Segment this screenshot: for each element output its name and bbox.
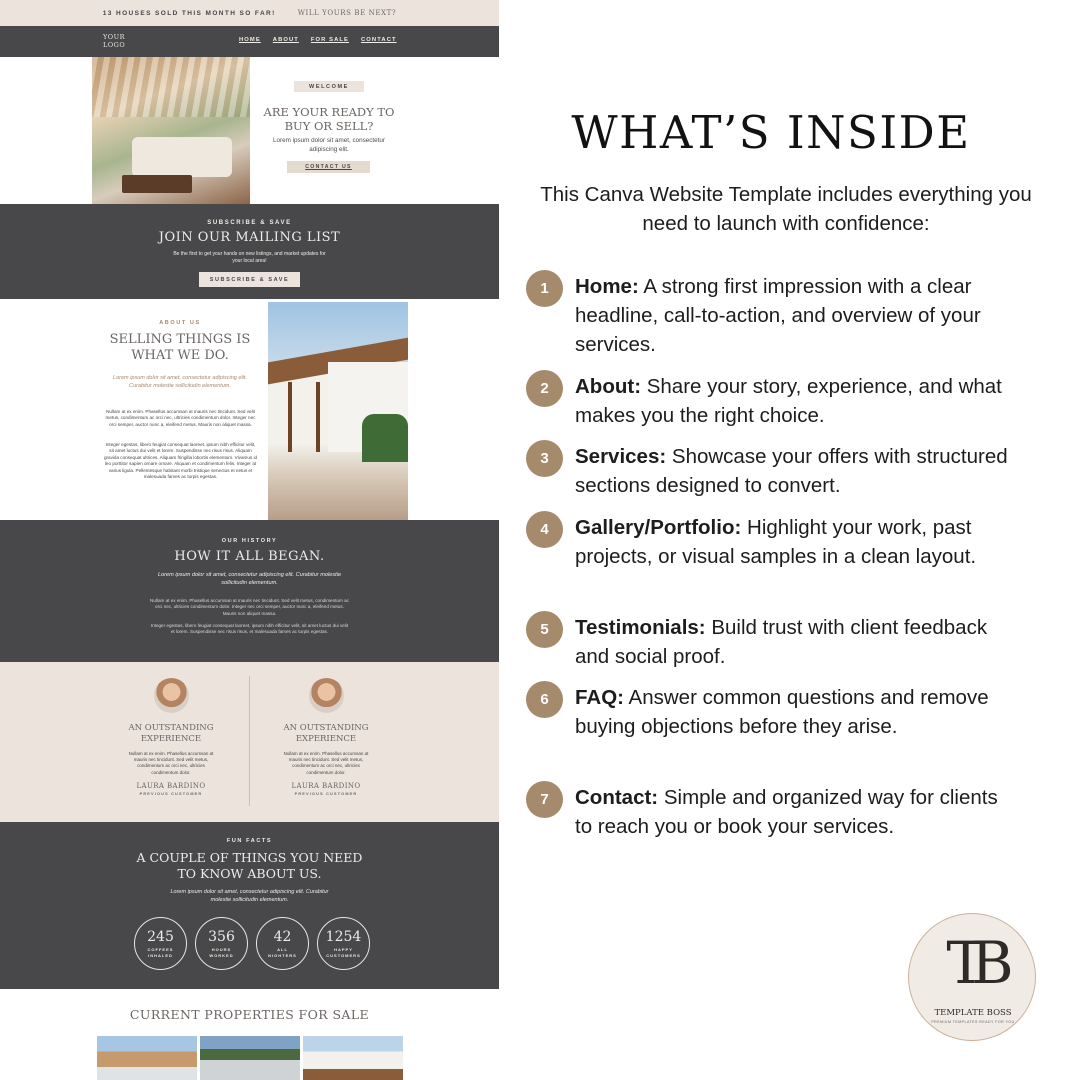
feature-label: Contact: (575, 786, 659, 809)
porch-post (316, 382, 320, 452)
nav-link-for-sale[interactable]: FOR SALE (310, 37, 350, 43)
contact-us-button[interactable]: CONTACT US (287, 161, 370, 173)
feature-number-badge: 3 (526, 440, 563, 477)
feature-label: FAQ: (575, 686, 624, 709)
testimonial-divider (249, 676, 250, 806)
history-section (0, 520, 499, 662)
logo-tagline: PREMIUM TEMPLATES READY FOR YOU (931, 1020, 1015, 1024)
announcement-subtext: WILL YOURS BE NEXT? (297, 9, 397, 17)
testimonial-role: PREVIOUS CUSTOMER (294, 791, 358, 796)
stat-circle (317, 917, 370, 970)
feature-number-badge: 6 (526, 681, 563, 718)
panel-title: WHAT’S INSIDE (571, 106, 971, 159)
about-section (0, 299, 499, 520)
announcement-bar (0, 0, 499, 26)
facts-quote: Lorem ipsum dolor sit amet, consectetur adipiscing elit. Curabitur molestie sollicitudin elementum. (170, 889, 329, 903)
testimonial-text: Nullam at ex enim. Phasellus accumsan at mauris nec tincidunt. Sed velit metus, condimentum ac orci nec, ultricies condimentum dolor. (128, 751, 214, 775)
feature-description: Build trust with client feedback and social proof. (575, 616, 988, 668)
testimonial-card (106, 678, 236, 796)
stat-value: 1254 (325, 929, 362, 945)
feature-text (575, 372, 1020, 430)
history-heading: HOW IT ALL BEGAN. (174, 549, 325, 564)
about-body-2: Integer egestas, libero feugiat consequat laoreet, ipsum nibh efficitur velit, sit amet luctus dui velit et lorem. Suspendisse nec risus risus. Aliquam gravida consequat ultrices. Aliquam fringilla lobortis elementum. Vivamus id leo porttitor sapien ornare ornare. Aliquam et condimentum felis. Integer at varius ligula. Pellentesque habitant morbi tristique senectus et netus et malesuada fames ac turpis egestas. (103, 442, 258, 480)
table-shape (122, 175, 192, 193)
testimonial-text: Nullam at ex enim. Phasellus accumsan at mauris nec tincidunt. Sed velit metus, condimentum ac orci nec, ultricies condimentum dolor. (283, 751, 369, 775)
feature-number-badge: 7 (526, 781, 563, 818)
feature-text (575, 783, 1020, 841)
property-thumbnail[interactable] (97, 1036, 197, 1080)
stat-label: HAPPY CUSTOMERS (326, 947, 361, 958)
feature-label: Testimonials: (575, 616, 706, 639)
about-heading: SELLING THINGS IS WHAT WE DO. (109, 332, 251, 363)
testimonials-section (0, 662, 499, 822)
facts-kicker: FUN FACTS (226, 838, 273, 844)
sofa-shape (132, 137, 232, 177)
property-thumbnails (97, 1036, 403, 1080)
properties-section (0, 989, 499, 1080)
nav-link-contact[interactable]: CONTACT (361, 37, 397, 43)
subscribe-button[interactable]: SUBSCRIBE & SAVE (199, 272, 300, 287)
feature-description: Highlight your work, past projects, or visual samples in a clean layout. (575, 516, 977, 568)
feature-number-badge: 4 (526, 511, 563, 548)
about-body-1: Nullam at ex enim. Phasellus accumsan at mauris nec tincidunt. Sed velit metus, condimentum ac orci nec, ultricies condimentum dolor. Integer nec orci semper, auctor nunc a, eleifend metus. Mauris non aliquet massa. (105, 409, 256, 427)
panel-intro: This Canva Website Template includes everything you need to launch with confidence: (540, 183, 1032, 235)
feature-text (575, 513, 1020, 571)
feature-number-badge: 1 (526, 270, 563, 307)
history-kicker: OUR HISTORY (221, 538, 278, 544)
porch-post (288, 382, 292, 452)
hero-text: Lorem ipsum dolor sit amet, consectetur adipiscing elit. (273, 137, 385, 153)
feature-text (575, 272, 1020, 359)
mailing-heading: JOIN OUR MAILING LIST (158, 230, 341, 245)
ceiling-beams (92, 57, 250, 117)
testimonial-title: AN OUTSTANDING EXPERIENCE (283, 723, 369, 744)
stat-label: COFFEES INHALED (147, 947, 174, 958)
mailing-text: Be the first to get your hands on new listings, and market updates for your local area! (173, 251, 326, 264)
bush-shape (362, 414, 408, 462)
mailing-kicker: SUBSCRIBE & SAVE (207, 220, 292, 226)
about-quote: Lorem ipsum dolor sit amet, consectetur adipiscing elit. Curabitur molestie sollicitudin elementum. (113, 375, 247, 389)
fun-facts-section (0, 822, 499, 989)
hero-image (92, 57, 250, 204)
feature-description: Answer common questions and remove buying objections before they arise. (575, 686, 989, 738)
feature-description: Simple and organized way for clients to reach you or book your services. (575, 786, 998, 838)
testimonial-name: LAURA BARDINO (291, 781, 361, 790)
testimonial-name: LAURA BARDINO (136, 781, 206, 790)
stat-value: 245 (147, 929, 174, 945)
testimonial-card (261, 678, 391, 796)
template-boss-logo (908, 913, 1036, 1041)
feature-text (575, 683, 1020, 741)
stat-circle (134, 917, 187, 970)
stat-label: ALL NIGHTERS (268, 947, 297, 958)
nav-links (239, 37, 397, 43)
website-mockup (0, 0, 499, 1080)
stat-label: HOURS WORKED (209, 947, 234, 958)
hero-tag: WELCOME (294, 81, 364, 92)
feature-label: Gallery/Portfolio: (575, 516, 742, 539)
stat-circle (195, 917, 248, 970)
mailing-section (0, 204, 499, 299)
stat-value: 356 (208, 929, 235, 945)
feature-label: About: (575, 375, 642, 398)
feature-text (575, 442, 1020, 500)
testimonial-role: PREVIOUS CUSTOMER (139, 791, 203, 796)
logo-name: TEMPLATE BOSS (934, 1008, 1012, 1018)
feature-number-badge: 5 (526, 611, 563, 648)
feature-number-badge: 2 (526, 370, 563, 407)
history-body-2: Integer egestas, libero feugiat consequat laoreet, ipsum nibh efficitur velit, sit amet luctus dui velit et lorem. Suspendisse nec risus risus, et malesuada fames ac turpis egestas. (150, 623, 349, 635)
logo-monogram: TB (946, 929, 1000, 997)
properties-heading: CURRENT PROPERTIES FOR SALE (129, 1007, 370, 1022)
hero-heading: ARE YOUR READY TO BUY OR SELL? (263, 105, 395, 133)
feature-description: Share your story, experience, and what makes you the right choice. (575, 375, 1002, 427)
avatar (309, 678, 344, 713)
feature-label: Services: (575, 445, 667, 468)
feature-description: A strong first impression with a clear headline, call-to-action, and overview of your services. (575, 275, 981, 356)
facts-heading: A COUPLE OF THINGS YOU NEED TO KNOW ABOUT US. (136, 850, 363, 881)
nav-link-about[interactable]: ABOUT (272, 37, 299, 43)
nav-link-home[interactable]: HOME (239, 37, 261, 43)
site-logo[interactable]: YOUR LOGO (103, 33, 126, 49)
property-thumbnail[interactable] (200, 1036, 300, 1080)
announcement-text: 13 HOUSES SOLD THIS MONTH SO FAR! (102, 9, 276, 17)
nav-bar (0, 26, 499, 57)
hero-section (0, 57, 499, 204)
about-house-image (268, 302, 408, 520)
history-quote: Lorem ipsum dolor sit amet, consectetur adipiscing elit. Curabitur molestie sollicitudin elementum. (157, 572, 342, 586)
stat-circle (256, 917, 309, 970)
avatar (154, 678, 189, 713)
stats-row (134, 917, 370, 970)
stat-value: 42 (273, 929, 292, 945)
about-kicker: ABOUT US (159, 320, 201, 326)
history-body-1: Nullam at ex enim. Phasellus accumsan at mauris nec tincidunt. Sed velit metus, condimentum ac orci nec, ultricies condimentum dolor. Integer nec orci semper, auctor nunc a, eleifend metus. Mauris non aliquet massa. (150, 598, 349, 616)
feature-description: Showcase your offers with structured sections designed to convert. (575, 445, 1008, 497)
feature-label: Home: (575, 275, 639, 298)
property-thumbnail[interactable] (303, 1036, 403, 1080)
feature-text (575, 613, 1020, 671)
testimonial-title: AN OUTSTANDING EXPERIENCE (128, 723, 214, 744)
